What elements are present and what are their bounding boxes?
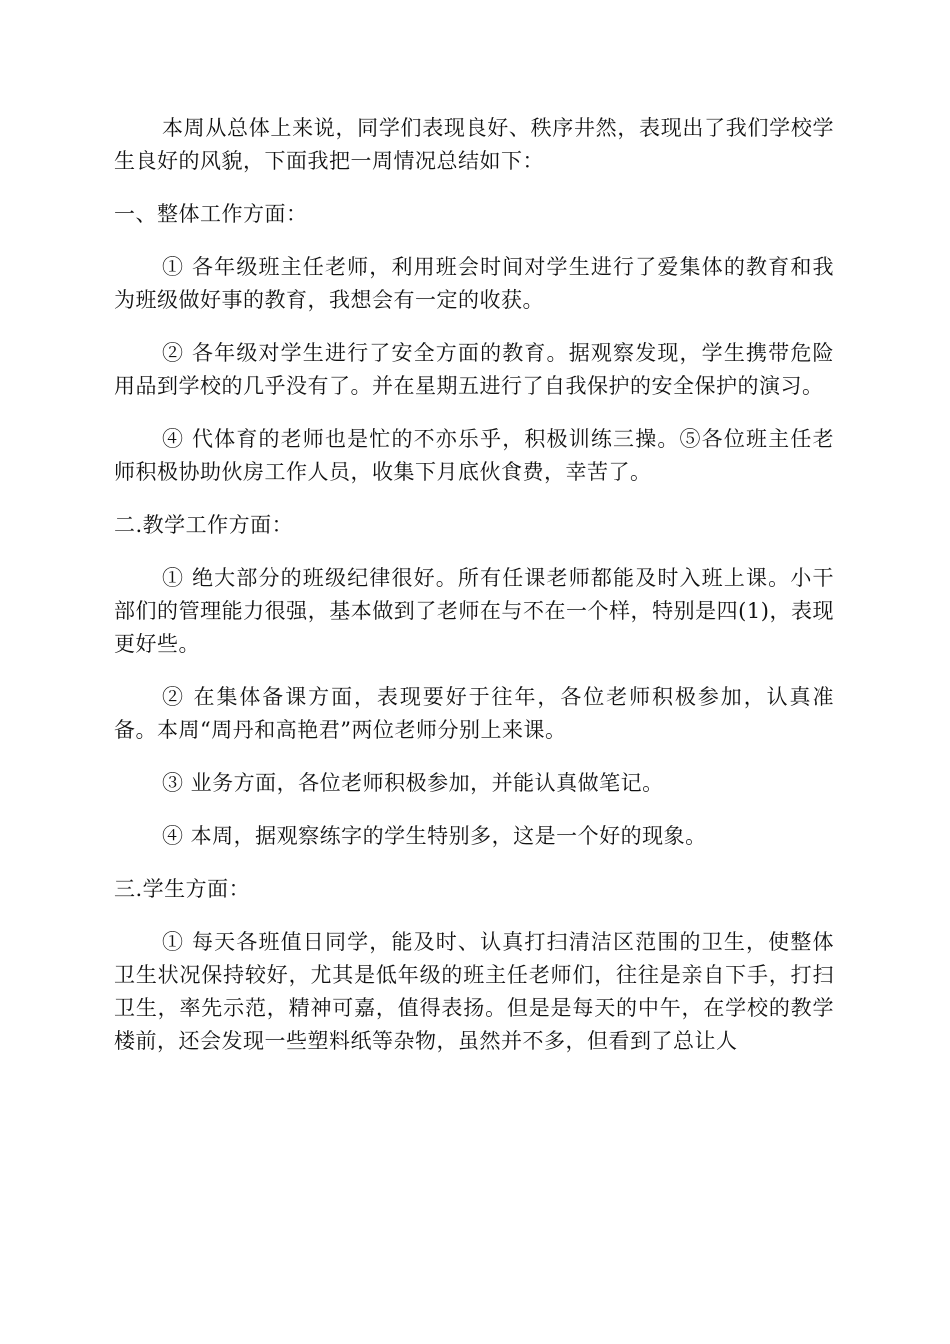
section2-item-4: ④ 本周，据观察练字的学生特别多，这是一个好的现象。 [162,824,707,848]
section2-item-2: ② 在集体备课方面，表现要好于往年，各位老师积极参加，认真准备。本周“周丹和高艳君”两位老师分别上来课。 [114,685,834,742]
section-heading-overall-work: 一、整体工作方面： [114,202,308,226]
section-heading-students: 三.学生方面： [114,877,251,901]
section1-item-1: ① 各年级班主任老师，利用班会时间对学生进行了爱集体的教育和我为班级做好事的教育，我想会有一定的收获。 [114,255,834,312]
section1-item-3: ④ 代体育的老师也是忙的不亦乐乎，积极训练三操。⑤各位班主任老师积极协助伙房工作人员，收集下月底伙食费，幸苦了。 [114,427,834,484]
document-page [114,112,834,1078]
section2-item-3: ③ 业务方面，各位老师积极参加，并能认真做笔记。 [162,771,664,795]
section3-item-1: ① 每天各班值日同学，能及时、认真打扫清洁区范围的卫生，使整体卫生状况保持较好，尤其是低年级的班主任老师们，往往是亲自下手，打扫卫生，率先示范，精神可嘉，值得表扬。但是是每天的中午，在学校的教学楼前，还会发现一些塑料纸等杂物，虽然并不多，但看到了总让人 [114,930,834,1053]
section1-item-2: ② 各年级对学生进行了安全方面的教育。据观察发现，学生携带危险用品到学校的几乎没有了。并在星期五进行了自我保护的安全保护的演习。 [114,341,834,398]
intro-paragraph: 本周从总体上来说，同学们表现良好、秩序井然，表现出了我们学校学生良好的风貌，下面我把一周情况总结如下： [114,116,834,173]
section-heading-teaching-work: 二.教学工作方面： [114,513,294,537]
section2-item-1: ① 绝大部分的班级纪律很好。所有任课老师都能及时入班上课。小干部们的管理能力很强，基本做到了老师在与不在一个样，特别是四(1)，表现更好些。 [114,566,834,656]
